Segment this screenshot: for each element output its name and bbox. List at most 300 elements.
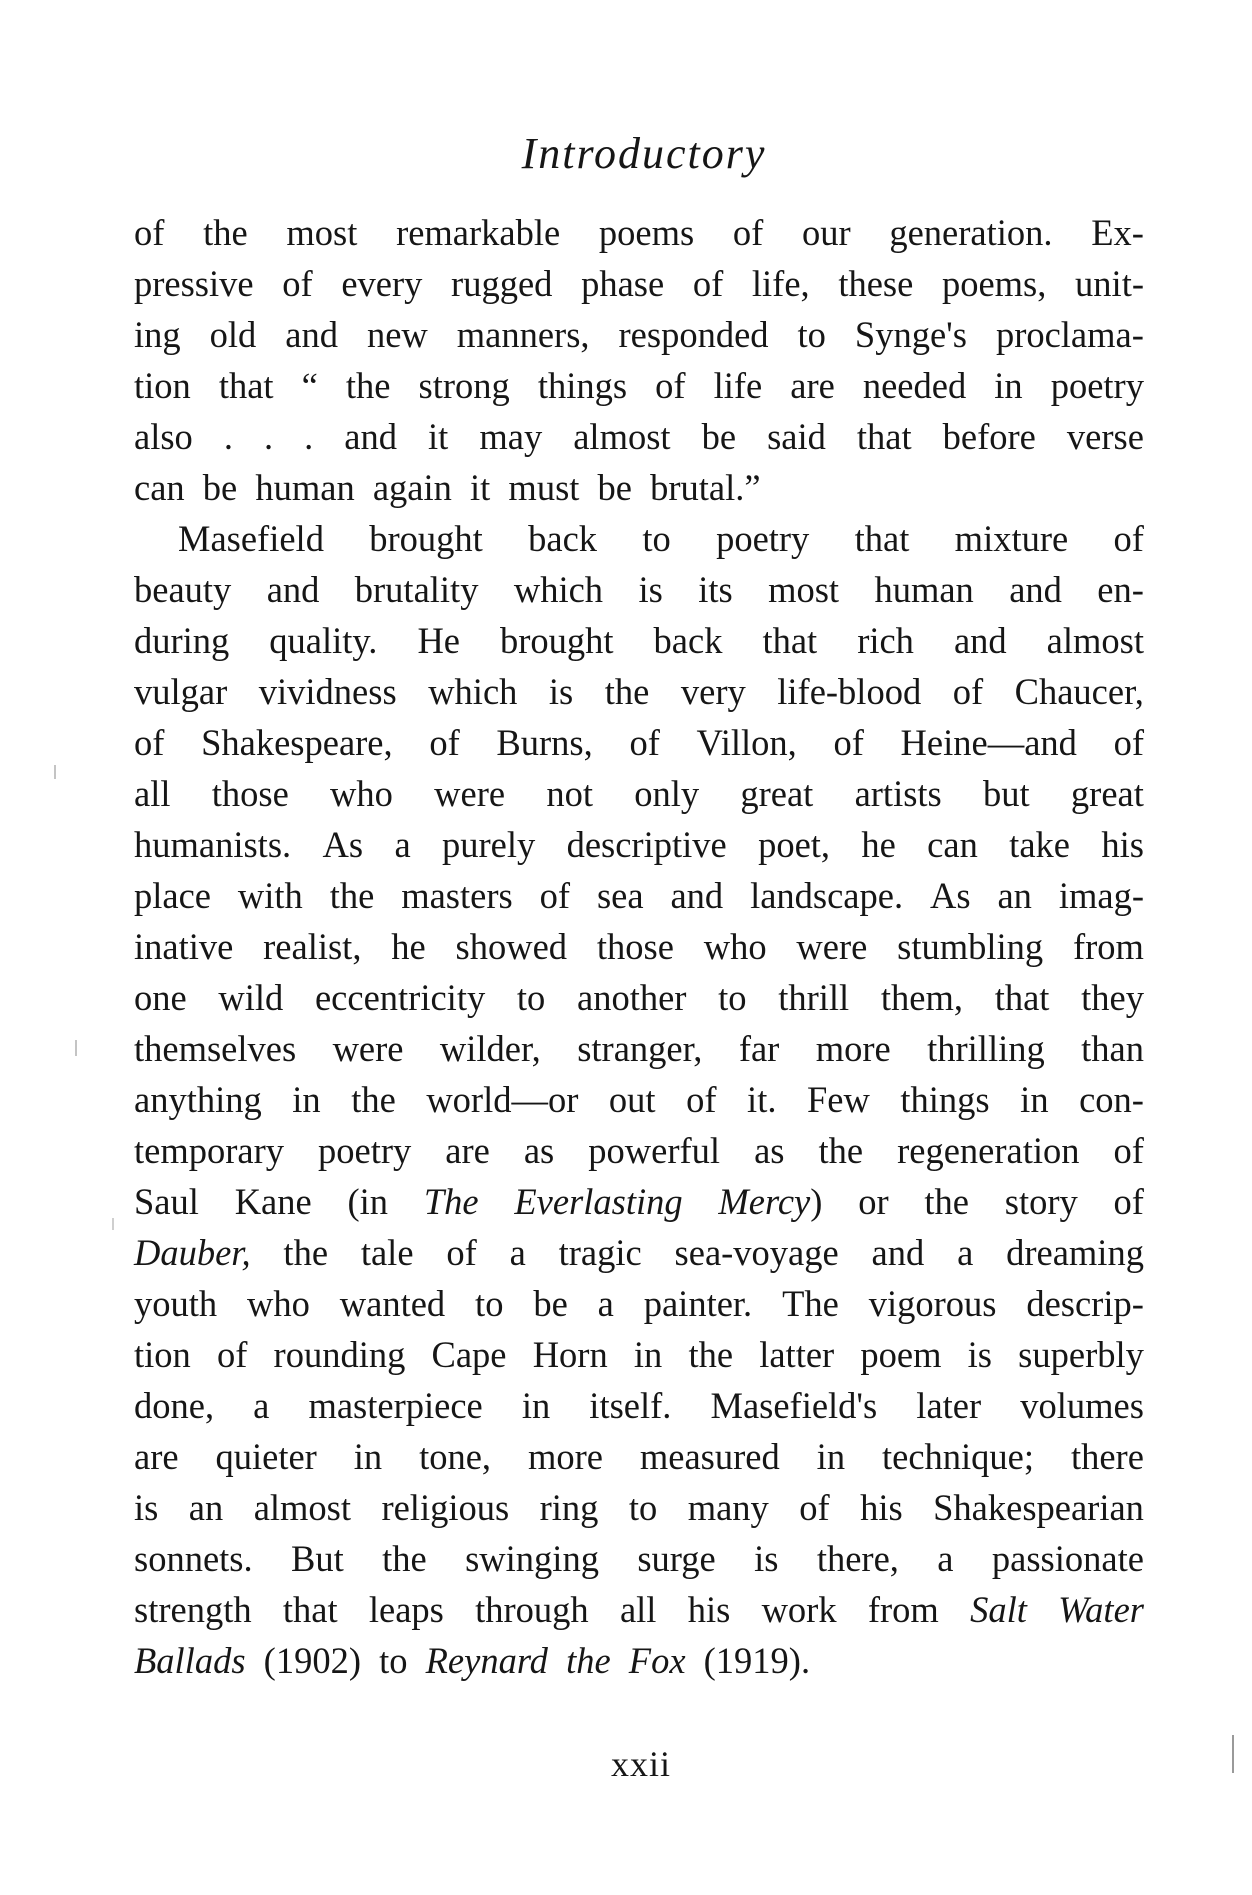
word: brought bbox=[500, 620, 614, 661]
word: quality. bbox=[269, 620, 378, 661]
word: the bbox=[345, 365, 391, 406]
text-line bbox=[134, 921, 1144, 972]
word: that bbox=[856, 416, 912, 457]
word: to bbox=[797, 314, 826, 355]
word: one bbox=[134, 977, 187, 1018]
word: and bbox=[871, 1232, 925, 1273]
word: brought bbox=[369, 518, 483, 559]
text-line bbox=[134, 1329, 1144, 1380]
word: He bbox=[417, 620, 460, 661]
word: things bbox=[537, 365, 628, 406]
word: en- bbox=[1097, 569, 1144, 610]
word: latter bbox=[759, 1334, 835, 1375]
word: and bbox=[266, 569, 320, 610]
text-line bbox=[134, 1635, 1144, 1686]
text-line bbox=[134, 615, 1144, 666]
word: as bbox=[754, 1130, 785, 1171]
word: of bbox=[1113, 518, 1144, 559]
word: be bbox=[701, 416, 737, 457]
word: eccentricity bbox=[314, 977, 486, 1018]
word: with bbox=[237, 875, 303, 916]
word: Few bbox=[807, 1079, 870, 1120]
word: Fox bbox=[628, 1640, 686, 1681]
word: of bbox=[539, 875, 571, 916]
word: of bbox=[134, 212, 165, 253]
word: that bbox=[994, 977, 1050, 1018]
scan-speck bbox=[1232, 1735, 1234, 1773]
word: its bbox=[698, 569, 733, 610]
word: those bbox=[596, 926, 674, 967]
word: that bbox=[762, 620, 818, 661]
word: who bbox=[330, 773, 393, 814]
word: Dauber, bbox=[134, 1232, 251, 1273]
word: be bbox=[597, 467, 632, 508]
word: Everlasting bbox=[514, 1181, 683, 1222]
word: a bbox=[253, 1385, 270, 1426]
body-text bbox=[134, 207, 1144, 1686]
word: the bbox=[203, 212, 248, 253]
word: than bbox=[1081, 1028, 1144, 1069]
word: later bbox=[916, 1385, 982, 1426]
word: masters bbox=[401, 875, 513, 916]
word: of bbox=[429, 722, 460, 763]
text-line bbox=[134, 1227, 1144, 1278]
word: many bbox=[687, 1487, 769, 1528]
word: painter. bbox=[643, 1283, 753, 1324]
word: pressive bbox=[134, 263, 254, 304]
word: them, bbox=[880, 977, 963, 1018]
word: may bbox=[479, 416, 543, 457]
word: stumbling bbox=[897, 926, 1044, 967]
word: great bbox=[740, 773, 814, 814]
word: Cape bbox=[431, 1334, 507, 1375]
word: inative bbox=[134, 926, 234, 967]
word: and bbox=[953, 620, 1007, 661]
word: be bbox=[202, 467, 238, 508]
word: which bbox=[513, 569, 604, 610]
word: . bbox=[304, 416, 314, 457]
word: before bbox=[942, 416, 1036, 457]
word: . bbox=[223, 416, 233, 457]
word: of bbox=[732, 212, 764, 253]
text-line bbox=[134, 462, 1144, 513]
word: during bbox=[134, 620, 230, 661]
word: his bbox=[687, 1589, 731, 1630]
text-line bbox=[134, 1023, 1144, 1074]
word: strong bbox=[418, 365, 510, 406]
word: as bbox=[523, 1130, 555, 1171]
word: Horn bbox=[532, 1334, 608, 1375]
word: a bbox=[509, 1232, 526, 1273]
word: the bbox=[566, 1640, 611, 1681]
word: back bbox=[528, 518, 598, 559]
word: Synge's bbox=[854, 314, 967, 355]
text-line bbox=[134, 1533, 1144, 1584]
word: purely bbox=[441, 824, 536, 865]
word: of bbox=[799, 1487, 830, 1528]
word: As bbox=[322, 824, 364, 865]
word: masterpiece bbox=[308, 1385, 483, 1426]
word: and bbox=[1009, 569, 1062, 610]
word: that bbox=[282, 1589, 338, 1630]
word: regeneration bbox=[897, 1130, 1080, 1171]
word: great bbox=[1070, 773, 1144, 814]
word: technique; bbox=[882, 1436, 1035, 1477]
word: sea bbox=[596, 875, 644, 916]
word: Villon, bbox=[696, 722, 797, 763]
word: volumes bbox=[1020, 1385, 1144, 1426]
word: can bbox=[134, 467, 185, 508]
word: in bbox=[1020, 1079, 1049, 1120]
word: Burns, bbox=[496, 722, 593, 763]
word: a bbox=[937, 1538, 954, 1579]
word: the bbox=[818, 1130, 864, 1171]
word: tale bbox=[360, 1232, 414, 1273]
word: there, bbox=[816, 1538, 899, 1579]
word: to bbox=[642, 518, 671, 559]
word: temporary bbox=[134, 1130, 284, 1171]
word: wilder, bbox=[439, 1028, 541, 1069]
word: Kane bbox=[234, 1181, 312, 1222]
word: almost bbox=[253, 1487, 352, 1528]
word: the bbox=[924, 1181, 969, 1222]
word: in bbox=[521, 1385, 551, 1426]
word: of bbox=[1113, 1130, 1144, 1171]
word: take bbox=[1009, 824, 1070, 865]
word: showed bbox=[455, 926, 568, 967]
word: tion bbox=[134, 1334, 191, 1375]
word: were bbox=[434, 773, 506, 814]
word: were bbox=[796, 926, 868, 967]
word: descrip- bbox=[1026, 1283, 1144, 1324]
word: to bbox=[516, 977, 546, 1018]
word: story bbox=[1004, 1181, 1078, 1222]
scan-speck bbox=[75, 1040, 77, 1056]
text-line bbox=[134, 360, 1144, 411]
word: wild bbox=[218, 977, 284, 1018]
word: sea-voyage bbox=[674, 1232, 839, 1273]
word: work bbox=[761, 1589, 837, 1630]
word: poems bbox=[598, 212, 695, 253]
word: is bbox=[134, 1487, 159, 1528]
text-line bbox=[134, 309, 1144, 360]
word: Masefield's bbox=[710, 1385, 878, 1426]
word: surge bbox=[637, 1538, 716, 1579]
word: more bbox=[815, 1028, 891, 1069]
word: poem bbox=[860, 1334, 942, 1375]
word: place bbox=[134, 875, 211, 916]
word: Reynard bbox=[425, 1640, 548, 1681]
text-line bbox=[134, 870, 1144, 921]
word: con- bbox=[1079, 1079, 1144, 1120]
word: “ bbox=[301, 365, 318, 406]
word: remarkable bbox=[396, 212, 561, 253]
word: thrilling bbox=[927, 1028, 1045, 1069]
word: every bbox=[341, 263, 423, 304]
word: most bbox=[286, 212, 358, 253]
word: in bbox=[633, 1334, 663, 1375]
word: religious bbox=[381, 1487, 510, 1528]
text-line bbox=[134, 972, 1144, 1023]
word: they bbox=[1081, 977, 1144, 1018]
running-head: Introductory bbox=[521, 129, 767, 178]
word: a bbox=[394, 824, 411, 865]
word: poems, bbox=[941, 263, 1047, 304]
word: of bbox=[282, 263, 313, 304]
word: measured bbox=[639, 1436, 780, 1477]
word: themselves bbox=[134, 1028, 297, 1069]
word: back bbox=[653, 620, 723, 661]
word: beauty bbox=[134, 569, 232, 610]
word: almost bbox=[573, 416, 671, 457]
word: are bbox=[134, 1436, 179, 1477]
word: is bbox=[638, 569, 663, 610]
word: who bbox=[247, 1283, 310, 1324]
text-line bbox=[134, 258, 1144, 309]
word: those bbox=[211, 773, 289, 814]
word: humanists. bbox=[134, 824, 292, 865]
word: most bbox=[768, 569, 840, 610]
word: But bbox=[291, 1538, 344, 1579]
word: in bbox=[353, 1436, 383, 1477]
word: of bbox=[692, 263, 724, 304]
word: all bbox=[134, 773, 171, 814]
word: quieter bbox=[215, 1436, 317, 1477]
word: anything bbox=[134, 1079, 262, 1120]
word: passionate bbox=[991, 1538, 1144, 1579]
word: needed bbox=[862, 365, 967, 406]
text-line bbox=[134, 513, 1144, 564]
word: another bbox=[577, 977, 687, 1018]
word: vividness bbox=[258, 671, 397, 712]
word: his bbox=[860, 1487, 903, 1528]
word: of bbox=[629, 722, 660, 763]
word: only bbox=[634, 773, 700, 814]
word: the bbox=[604, 671, 650, 712]
word: ring bbox=[539, 1487, 599, 1528]
word: to bbox=[628, 1487, 658, 1528]
text-line bbox=[134, 1278, 1144, 1329]
word: itself. bbox=[589, 1385, 672, 1426]
word: the bbox=[283, 1232, 329, 1273]
word: to bbox=[475, 1283, 504, 1324]
word: but bbox=[983, 773, 1030, 814]
word: be bbox=[533, 1283, 568, 1324]
word: a bbox=[597, 1283, 614, 1324]
word: the bbox=[688, 1334, 734, 1375]
text-line bbox=[134, 1176, 1144, 1227]
word: world—or bbox=[426, 1079, 579, 1120]
word: mixture bbox=[954, 518, 1069, 559]
word: landscape. bbox=[750, 875, 904, 916]
word: in bbox=[292, 1079, 321, 1120]
text-line bbox=[134, 666, 1144, 717]
word: a bbox=[957, 1232, 974, 1273]
word: poetry bbox=[1050, 365, 1144, 406]
word: life bbox=[713, 365, 763, 406]
word: of bbox=[952, 671, 984, 712]
word: verse bbox=[1066, 416, 1144, 457]
word: vigorous bbox=[868, 1283, 997, 1324]
word: Ballads bbox=[134, 1640, 246, 1681]
word: not bbox=[546, 773, 593, 814]
word: Ex- bbox=[1091, 212, 1144, 253]
word: again bbox=[372, 467, 452, 508]
word: the bbox=[351, 1079, 396, 1120]
word: more bbox=[527, 1436, 603, 1477]
word: realist, bbox=[263, 926, 362, 967]
text-line bbox=[134, 1074, 1144, 1125]
word: stranger, bbox=[577, 1028, 703, 1069]
word: were bbox=[332, 1028, 404, 1069]
word: unit- bbox=[1075, 263, 1144, 304]
word: he bbox=[861, 824, 896, 865]
word: (1919). bbox=[703, 1640, 811, 1681]
word: it bbox=[470, 467, 491, 508]
scan-speck bbox=[54, 765, 56, 779]
text-line bbox=[134, 1380, 1144, 1431]
word: can bbox=[927, 824, 978, 865]
word: rugged bbox=[451, 263, 553, 304]
word: that bbox=[218, 365, 274, 406]
word: human bbox=[874, 569, 974, 610]
word: rich bbox=[857, 620, 914, 661]
word: done, bbox=[134, 1385, 215, 1426]
word: also bbox=[134, 416, 193, 457]
word: new bbox=[366, 314, 428, 355]
word: Water bbox=[1058, 1589, 1144, 1630]
word: of bbox=[1113, 1181, 1144, 1222]
word: (in bbox=[347, 1181, 389, 1222]
word: or bbox=[858, 1181, 889, 1222]
word: old bbox=[209, 314, 257, 355]
word: our bbox=[801, 212, 851, 253]
text-line bbox=[134, 411, 1144, 462]
word: brutal.” bbox=[650, 467, 761, 508]
word: proclama- bbox=[995, 314, 1144, 355]
word: these bbox=[838, 263, 914, 304]
word: strength bbox=[134, 1589, 252, 1630]
text-line bbox=[134, 1482, 1144, 1533]
word: are bbox=[790, 365, 835, 406]
text-line bbox=[134, 819, 1144, 870]
word: imag- bbox=[1058, 875, 1144, 916]
word: The bbox=[423, 1181, 479, 1222]
word: As bbox=[930, 875, 971, 916]
word: in bbox=[816, 1436, 846, 1477]
word: human bbox=[255, 467, 355, 508]
word: things bbox=[900, 1079, 990, 1120]
word: dreaming bbox=[1006, 1232, 1144, 1273]
word: must bbox=[508, 467, 580, 508]
word: Heine—and bbox=[900, 722, 1077, 763]
word: and bbox=[344, 416, 397, 457]
word: vulgar bbox=[134, 671, 228, 712]
word: descriptive bbox=[566, 824, 727, 865]
word: of bbox=[686, 1079, 717, 1120]
word: which bbox=[428, 671, 518, 712]
word: to bbox=[718, 977, 747, 1018]
word: in bbox=[994, 365, 1023, 406]
word: and bbox=[670, 875, 724, 916]
text-line bbox=[134, 768, 1144, 819]
word: the bbox=[329, 875, 375, 916]
page-number: xxii bbox=[610, 1744, 671, 1784]
word: (1902) bbox=[263, 1640, 361, 1681]
word: is bbox=[548, 671, 574, 712]
text-line bbox=[134, 1584, 1144, 1635]
word: brutality bbox=[354, 569, 479, 610]
word: rounding bbox=[273, 1334, 406, 1375]
word: who bbox=[703, 926, 767, 967]
word: of bbox=[1113, 722, 1144, 763]
word: responded bbox=[618, 314, 769, 355]
word: his bbox=[1101, 824, 1144, 865]
word: . bbox=[263, 416, 274, 457]
word: poet, bbox=[758, 824, 831, 865]
word: leaps bbox=[368, 1589, 444, 1630]
word: and bbox=[285, 314, 338, 355]
word: out bbox=[608, 1079, 656, 1120]
word: tone, bbox=[419, 1436, 492, 1477]
scan-speck bbox=[112, 1218, 114, 1230]
word: life, bbox=[751, 263, 810, 304]
word: that bbox=[854, 518, 910, 559]
text-line bbox=[134, 717, 1144, 768]
word: very bbox=[680, 671, 746, 712]
word: of bbox=[134, 722, 165, 763]
word: he bbox=[391, 926, 426, 967]
word: The bbox=[782, 1283, 839, 1324]
word: thrill bbox=[778, 977, 850, 1018]
word: generation. bbox=[889, 212, 1053, 253]
word: from bbox=[1072, 926, 1144, 967]
word: an bbox=[997, 875, 1032, 916]
text-line bbox=[134, 207, 1144, 258]
word: an bbox=[188, 1487, 224, 1528]
word: Chaucer, bbox=[1014, 671, 1144, 712]
text-line bbox=[134, 1431, 1144, 1482]
text-line bbox=[134, 564, 1144, 615]
word: far bbox=[738, 1028, 780, 1069]
word: Masefield bbox=[178, 518, 324, 559]
word: tion bbox=[134, 365, 191, 406]
word: manners, bbox=[456, 314, 590, 355]
word: of bbox=[833, 722, 864, 763]
word: tragic bbox=[558, 1232, 642, 1273]
word: of bbox=[446, 1232, 477, 1273]
word: it. bbox=[747, 1079, 777, 1120]
word: superbly bbox=[1018, 1334, 1144, 1375]
word: youth bbox=[134, 1283, 218, 1324]
word: Saul bbox=[134, 1181, 199, 1222]
word: there bbox=[1070, 1436, 1144, 1477]
word: Salt bbox=[970, 1589, 1027, 1630]
word: phase bbox=[581, 263, 665, 304]
text-line bbox=[134, 1125, 1144, 1176]
word: Shakespeare, bbox=[201, 722, 393, 763]
word: poetry bbox=[716, 518, 810, 559]
word: of bbox=[655, 365, 686, 406]
word: sonnets. bbox=[134, 1538, 253, 1579]
word: from bbox=[867, 1589, 939, 1630]
word: swinging bbox=[465, 1538, 599, 1579]
word: wanted bbox=[339, 1283, 446, 1324]
word: it bbox=[428, 416, 449, 457]
word: of bbox=[216, 1334, 248, 1375]
word: ing bbox=[134, 314, 181, 355]
word: all bbox=[619, 1589, 657, 1630]
